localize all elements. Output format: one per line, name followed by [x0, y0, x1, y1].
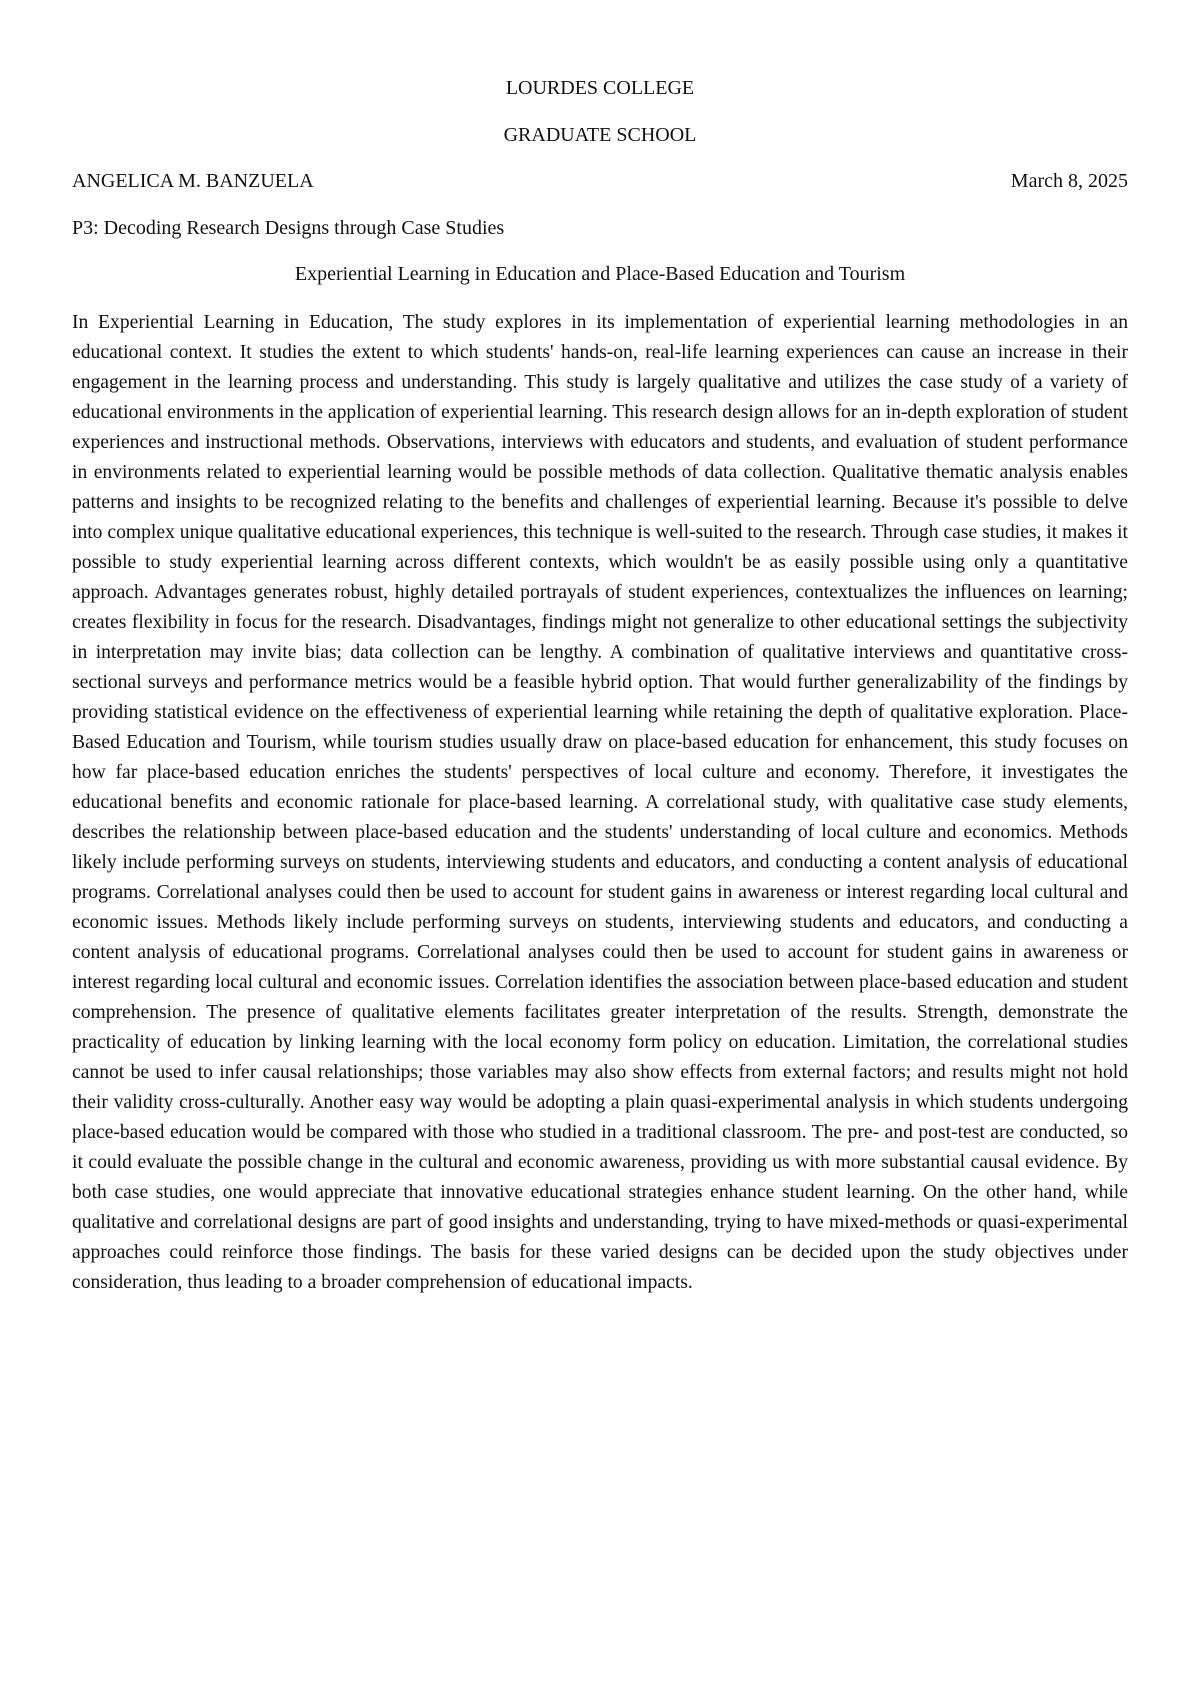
institution-name: LOURDES COLLEGE [505, 77, 695, 99]
author-name: ANGELICA M. BANZUELA [72, 170, 314, 192]
document-date: March 8, 2025 [1010, 170, 1128, 192]
essay-body: In Experiential Learning in Education, The study explores in its implementation of experiential learning methodologies in an educational context. It studies the extent to which students' hands-on, real-life learning experiences can cause an increase in their engagement in the learning process and understanding. This study is largely qualitative and utilizes the case study of a variety of educational environments in the application of experiential learning. This research design allows for an in-depth exploration of student experiences and instructional methods. Observations, interviews with educators and students, and evaluation of student performance in environments related to experiential learning would be possible methods of data collection. Qualitative thematic analysis enables patterns and insights to be recognized relating to the benefits and challenges of experiential learning. Because it's possible to delve into complex unique qualitative educational experiences, this technique is well-suited to the research. Through case studies, it makes it possible to study experiential learning across different contexts, which wouldn't be as easily possible using only a quantitative approach. Advantages generates robust, highly detailed portrayals of student experiences, contextualizes the influences on learning; creates flexibility in focus for the research. Disadvantages, findings might not generalize to other educational settings the subjectivity in interpretation may invite bias; data collection can be lengthy. A combination of qualitative interviews and quantitative cross-sectional surveys and performance metrics would be a feasible hybrid option. That would further generalizability of the findings by providing statistical evidence on the effectiveness of experiential learning while retaining the depth of qualitative exploration. Place-Based Education and Tourism, while tourism studies usually draw on place-based education for enhancement, this study focuses on how far place-based education enriches the students' perspectives of local culture and economy. Therefore, it investigates the educational benefits and economic rationale for place-based learning. A correlational study, with qualitative case study elements, describes the relationship between place-based education and the students' understanding of local culture and economics. Methods likely include performing surveys on students, interviewing students and educators, and conducting a content analysis of educational programs. Correlational analyses could then be used to account for student gains in awareness or interest regarding local cultural and economic issues. Methods likely include performing surveys on students, interviewing students and educators, and conducting a content analysis of educational programs. Correlational analyses could then be used to account for student gains in awareness or interest regarding local cultural and economic issues. Correlation identifies the association between place-based education and student comprehension. The presence of qualitative elements facilitates greater interpretation of the results. Strength, demonstrate the practicality of education by linking learning with the local economy form policy on education. Limitation, the correlational studies cannot be used to infer causal relationships; those variables may also show effects from external factors; and results might not hold their validity cross-culturally. Another easy way would be adopting a plain quasi-experimental analysis in which students undergoing place-based education would be compared with those who studied in a traditional classroom. The pre- and post-test are conducted, so it could evaluate the possible change in the cultural and economic awareness, providing us with more substantial causal evidence. By both case studies, one would appreciate that innovative educational strategies enhance student learning. On the other hand, while qualitative and correlational designs are part of good insights and understanding, trying to have mixed-methods or quasi-experimental approaches could reinforce those findings. The basis for these varied designs can be decided upon the study objectives under consideration, thus leading to a broader comprehension of educational impacts. [72, 312, 1128, 1293]
author-date-row [72, 169, 1128, 193]
essay-title: Experiential Learning in Education and Place-Based Education and Tourism [294, 263, 906, 285]
school-name: GRADUATE SCHOOL [503, 124, 697, 146]
assignment-title: P3: Decoding Research Designs through Case Studies [72, 217, 505, 239]
